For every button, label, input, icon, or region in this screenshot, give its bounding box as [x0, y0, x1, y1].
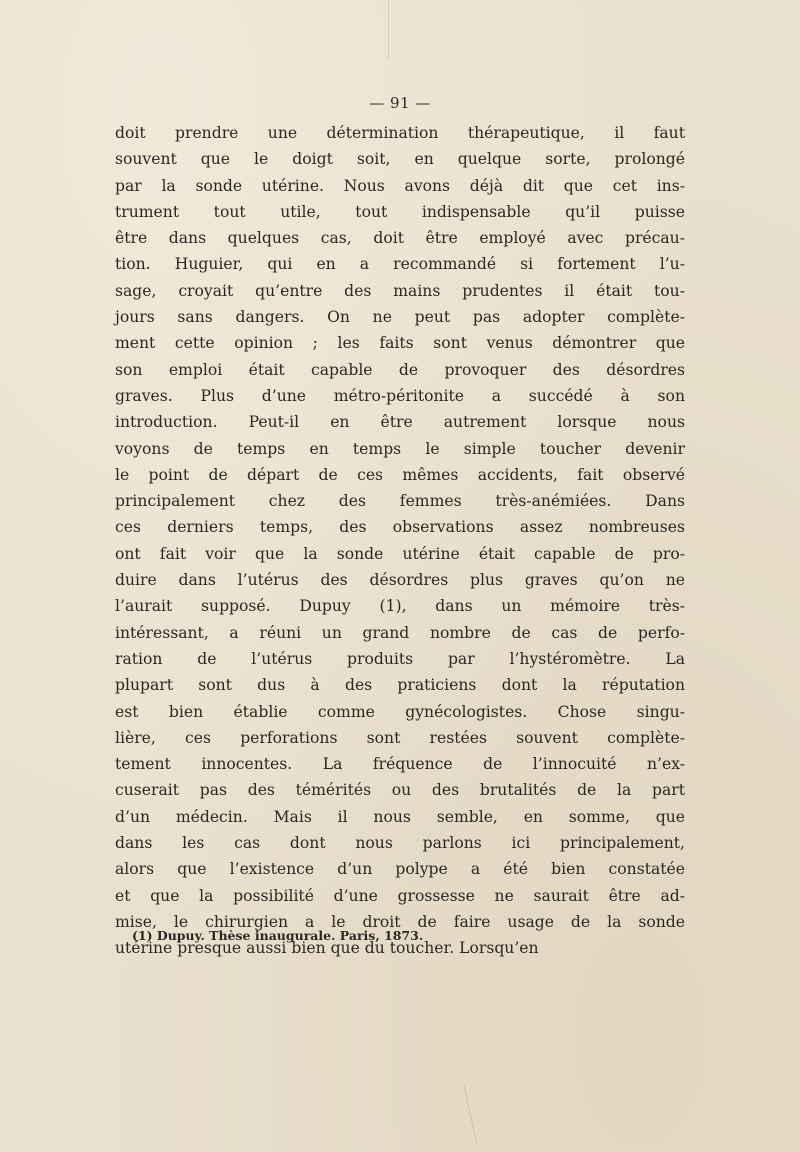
text-line: voyons de temps en temps le simple toucher devenir: [115, 439, 685, 458]
text-line: tion. Huguier, qui en a recommandé si fortement l’u-: [115, 255, 685, 274]
text-line: cuserait pas des témérités ou des brutalités de la part: [115, 781, 685, 800]
text-line: et que la possibilité d’une grossesse ne saurait être ad-: [115, 886, 685, 905]
text-line: être dans quelques cas, doit être employé avec précau-: [115, 229, 685, 248]
text-line: plupart sont dus à des praticiens dont la réputation: [115, 676, 685, 695]
text-line: principalement chez des femmes très-anémiées. Dans: [115, 492, 685, 511]
text-line: alors que l’existence d’un polype a été bien constatée: [115, 860, 685, 879]
text-line: tement innocentes. La fréquence de l’innocuité n’ex-: [115, 755, 685, 774]
text-line: ration de l’utérus produits par l’hystéromètre. La: [115, 649, 685, 668]
paper-mark: [464, 1086, 477, 1145]
text-line: lière, ces perforations sont restées souvent complète-: [115, 728, 685, 747]
text-line: sage, croyait qu’entre des mains prudentes il était tou-: [115, 281, 685, 300]
text-line: trument tout utile, tout indispensable qu’il puisse: [115, 202, 685, 221]
paper-mark: [388, 0, 389, 60]
text-line: mise, le chirurgien a le droit de faire usage de la sonde: [115, 912, 685, 931]
text-line: est bien établie comme gynécologistes. Chose singu-: [115, 702, 685, 721]
text-line: doit prendre une détermination thérapeutique, il faut: [115, 124, 685, 142]
text-line: ment cette opinion ; les faits sont venus démontrer que: [115, 334, 685, 353]
page-number: — 91 —: [369, 94, 431, 112]
text-line: son emploi était capable de provoquer des désordres: [115, 360, 685, 379]
text-line: introduction. Peut-il en être autrement lorsque nous: [115, 413, 685, 432]
text-line: d’un médecin. Mais il nous semble, en somme, que: [115, 807, 685, 826]
text-line: souvent que le doigt soit, en quelque sorte, prolongé: [115, 150, 685, 169]
text-line: dans les cas dont nous parlons ici principalement,: [115, 834, 685, 853]
text-line: jours sans dangers. On ne peut pas adopter complète-: [115, 308, 685, 327]
text-line: ces derniers temps, des observations assez nombreuses: [115, 518, 685, 537]
text-line: le point de départ de ces mêmes accidents, fait observé: [115, 465, 685, 484]
text-line: utérine presque aussi bien que du toucher. Lorsqu’en: [115, 939, 539, 958]
text-line: par la sonde utérine. Nous avons déjà dit que cet ins-: [115, 176, 685, 195]
text-line: duire dans l’utérus des désordres plus graves qu’on ne: [115, 571, 685, 590]
body-text: [115, 120, 685, 962]
text-line: graves. Plus d’une métro-péritonite a succédé à son: [115, 386, 685, 405]
footnote: (1) Dupuy. Thèse inaugurale. Paris, 1873.: [132, 928, 424, 943]
text-line: l’aurait supposé. Dupuy (1), dans un mémoire très-: [115, 597, 685, 616]
text-line: intéressant, a réuni un grand nombre de cas de perfo-: [115, 623, 685, 642]
text-line: ont fait voir que la sonde utérine était capable de pro-: [115, 544, 685, 563]
